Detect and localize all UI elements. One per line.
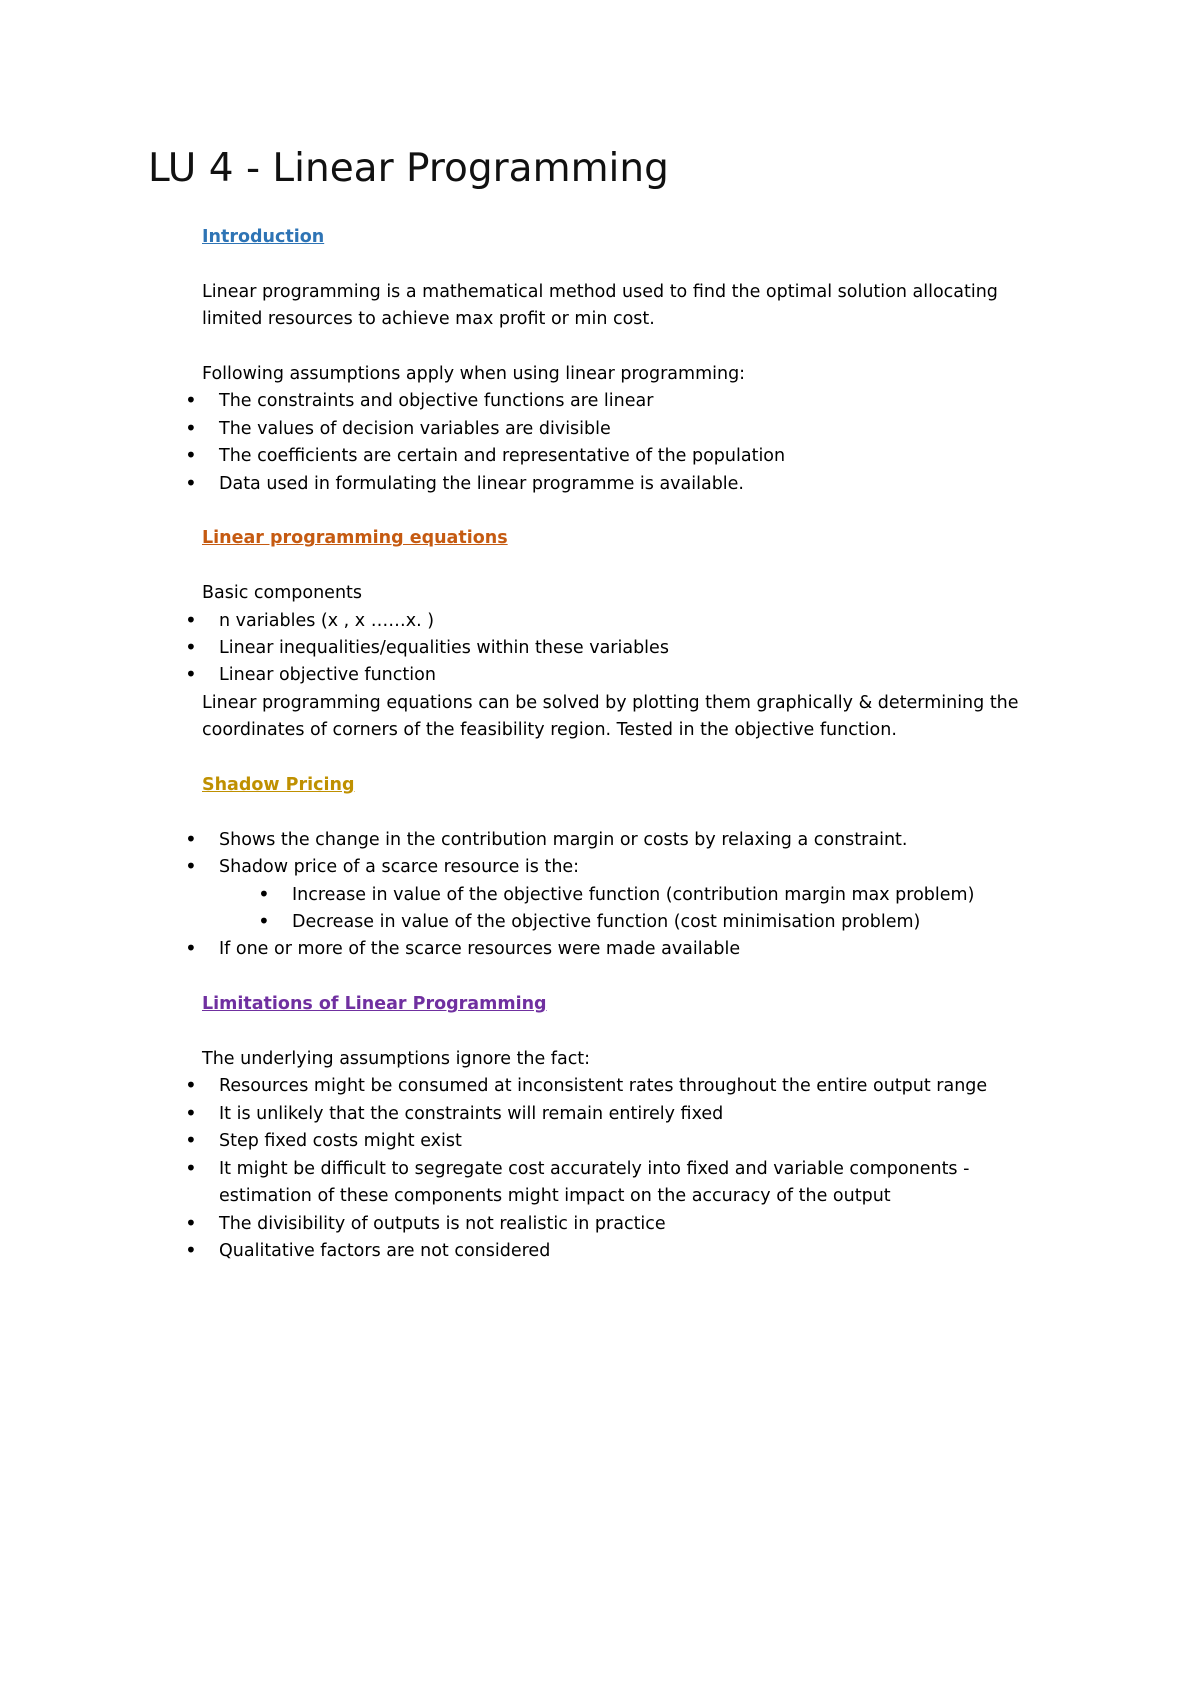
page-title: LU 4 - Linear Programming <box>148 146 669 191</box>
list-item: • n variables (x , x ……x. ) <box>202 608 1062 635</box>
list-item: • The values of decision variables are divisible <box>202 416 1062 443</box>
shadow-pricing-heading: Shadow Pricing <box>202 775 355 796</box>
introduction-heading: Introduction <box>202 227 325 247</box>
limitations-intro: The underlying assumptions ignore the fact: <box>202 1049 591 1070</box>
list-item: • The divisibility of outputs is not realistic in practice <box>202 1211 1062 1238</box>
limitations-list <box>202 1073 1062 1265</box>
components-list <box>202 608 1062 690</box>
list-item: • Shows the change in the contribution margin or costs by relaxing a constraint. <box>202 827 1062 854</box>
sub-list-item: • Increase in value of the objective function (contribution margin max problem) <box>202 882 1062 909</box>
list-item: • Linear objective function <box>202 662 1062 689</box>
list-item: • Qualitative factors are not considered <box>202 1238 1062 1265</box>
limitations-heading: Limitations of Linear Programming <box>202 994 547 1015</box>
document-body <box>202 224 1062 1265</box>
introduction-paragraph: Linear programming is a mathematical method used to find the optimal solution allocating limited resources to achieve max profit or min cost. <box>202 281 998 330</box>
sub-list-item: • Decrease in value of the objective function (cost minimisation problem) <box>202 909 1062 936</box>
shadow-pricing-list <box>202 827 1062 964</box>
equations-paragraph: Linear programming equations can be solved by plotting them graphically & determining the coordinates of corners of the feasibility region. Tested in the objective function. <box>202 692 1019 741</box>
list-item: • Resources might be consumed at inconsistent rates throughout the entire output range <box>202 1073 1062 1100</box>
equations-heading: Linear programming equations <box>202 528 508 549</box>
list-item: • It is unlikely that the constraints will remain entirely fixed <box>202 1101 1062 1128</box>
assumptions-intro: Following assumptions apply when using linear programming: <box>202 364 746 384</box>
assumptions-list <box>202 388 1062 498</box>
components-intro: Basic components <box>202 583 363 604</box>
list-item: • Data used in formulating the linear programme is available. <box>202 471 1062 498</box>
list-item: • Step fixed costs might exist <box>202 1128 1062 1155</box>
list-item: • If one or more of the scarce resources were made available <box>202 936 1062 963</box>
list-item: • Shadow price of a scarce resource is the: <box>202 854 1062 881</box>
list-item: • The coefficients are certain and representative of the population <box>202 443 1062 470</box>
list-item: • Linear inequalities/equalities within these variables <box>202 635 1062 662</box>
list-item: • It might be difficult to segregate cost accurately into fixed and variable components - estimation of these components might impact on the accuracy of the output <box>202 1156 1062 1211</box>
list-item: • The constraints and objective functions are linear <box>202 388 1062 415</box>
